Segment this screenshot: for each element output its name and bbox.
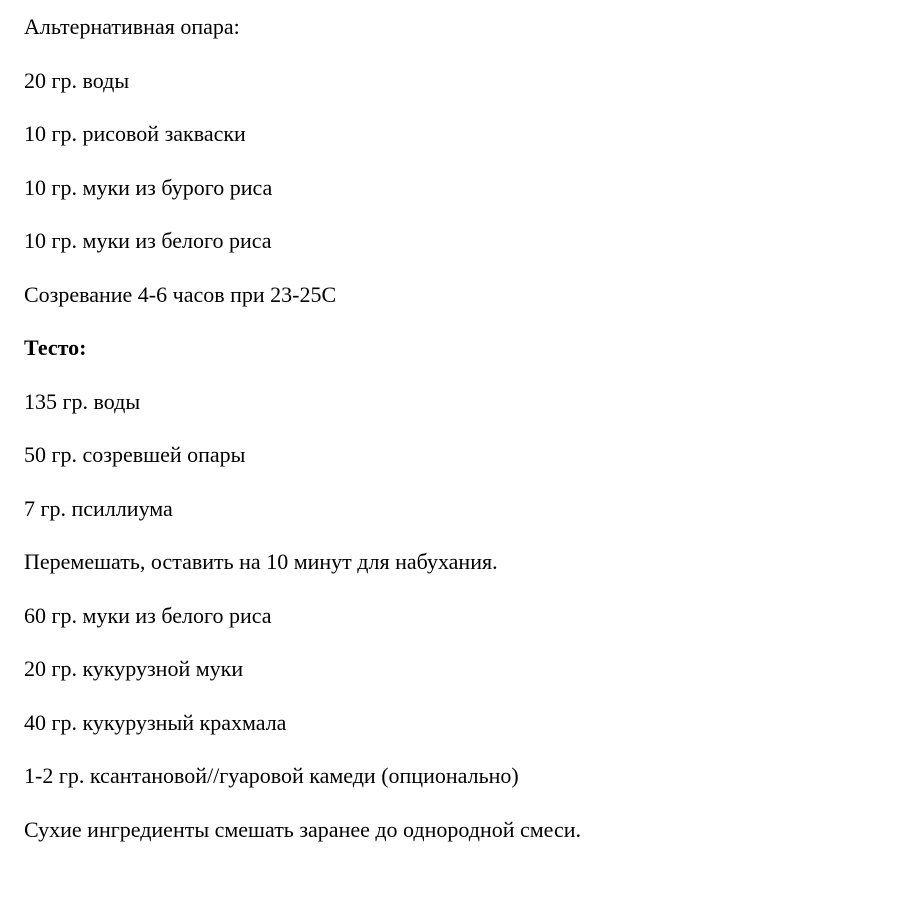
section-heading-starter: Альтернативная опара: [24,14,240,39]
instruction-line: Созревание 4-6 часов при 23-25С [24,281,337,307]
ingredient-line: 10 гр. рисовой закваски [24,121,246,146]
ingredient-line: 60 гр. муки из белого риса [24,602,272,628]
ingredient-line: 40 гр. кукурузный крахмала [24,709,287,735]
section-heading-dough: Тесто: [24,335,87,360]
ingredient-line: 10 гр. муки из бурого риса [24,174,273,200]
ingredient-line: 135 гр. воды [24,388,141,414]
ingredient-line: 50 гр. созревшей опары [24,442,246,467]
ingredient-line: 20 гр. воды [24,67,130,93]
instruction-line: Сухие ингредиенты смешать заранее до однородной смеси. [24,816,582,842]
ingredient-line: 20 гр. кукурузной муки [24,656,244,681]
document-page [24,13,904,869]
ingredient-line: 1-2 гр. ксантановой//гуаровой камеди (опционально) [24,763,519,788]
ingredient-line: 10 гр. муки из белого риса [24,228,272,253]
ingredient-line: 7 гр. псиллиума [24,495,173,521]
instruction-line: Перемешать, оставить на 10 минут для набухания. [24,549,498,574]
